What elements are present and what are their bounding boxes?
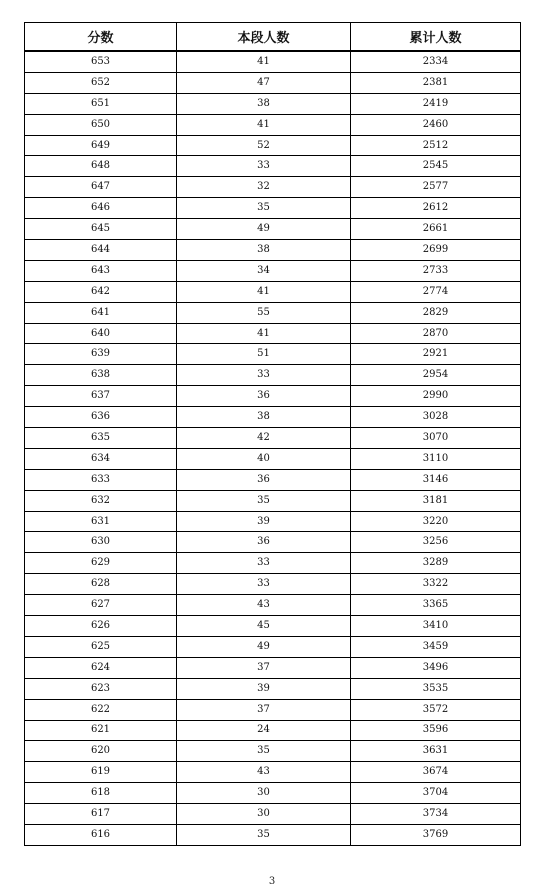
table-row [25,636,521,657]
cell-score: 619 [25,762,177,783]
cell-segment-count: 41 [177,51,351,72]
cell-score: 640 [25,323,177,344]
table-row [25,72,521,93]
cell-cumulative-count: 2512 [351,135,521,156]
cell-cumulative-count: 3631 [351,741,521,762]
cell-segment-count: 39 [177,511,351,532]
cell-score: 622 [25,699,177,720]
cell-score: 647 [25,177,177,198]
cell-score: 626 [25,616,177,637]
cell-score: 620 [25,741,177,762]
cell-cumulative-count: 3322 [351,574,521,595]
cell-score: 630 [25,532,177,553]
cell-cumulative-count: 2733 [351,260,521,281]
cell-cumulative-count: 3734 [351,804,521,825]
cell-score: 634 [25,448,177,469]
table-row [25,428,521,449]
cell-segment-count: 32 [177,177,351,198]
cell-segment-count: 39 [177,678,351,699]
table-header-row [25,23,521,52]
cell-cumulative-count: 2829 [351,302,521,323]
cell-cumulative-count: 3596 [351,720,521,741]
cell-segment-count: 30 [177,783,351,804]
cell-score: 645 [25,219,177,240]
cell-cumulative-count: 2699 [351,240,521,261]
cell-score: 628 [25,574,177,595]
table-row [25,51,521,72]
cell-score: 627 [25,595,177,616]
table-row [25,365,521,386]
table-row [25,469,521,490]
cell-cumulative-count: 2577 [351,177,521,198]
cell-score: 633 [25,469,177,490]
cell-segment-count: 36 [177,469,351,490]
cell-score: 632 [25,490,177,511]
cell-segment-count: 37 [177,657,351,678]
cell-cumulative-count: 2954 [351,365,521,386]
cell-segment-count: 30 [177,804,351,825]
table-row [25,344,521,365]
cell-segment-count: 33 [177,156,351,177]
cell-cumulative-count: 3572 [351,699,521,720]
cell-score: 643 [25,260,177,281]
cell-cumulative-count: 2612 [351,198,521,219]
table-row [25,595,521,616]
table-row [25,699,521,720]
cell-score: 623 [25,678,177,699]
table-row [25,281,521,302]
cell-cumulative-count: 2990 [351,386,521,407]
cell-score: 646 [25,198,177,219]
cell-cumulative-count: 3289 [351,553,521,574]
cell-segment-count: 33 [177,365,351,386]
cell-cumulative-count: 2419 [351,93,521,114]
table-row [25,177,521,198]
cell-cumulative-count: 2334 [351,51,521,72]
cell-segment-count: 34 [177,260,351,281]
table-row [25,386,521,407]
header-cumulative-count: 累计人数 [351,23,521,52]
cell-segment-count: 38 [177,240,351,261]
cell-score: 641 [25,302,177,323]
table-row [25,804,521,825]
table-row [25,302,521,323]
table-row [25,616,521,637]
cell-cumulative-count: 2381 [351,72,521,93]
table-header [25,23,521,52]
cell-segment-count: 35 [177,824,351,845]
cell-score: 625 [25,636,177,657]
cell-cumulative-count: 3181 [351,490,521,511]
cell-score: 651 [25,93,177,114]
cell-segment-count: 35 [177,198,351,219]
table-row [25,762,521,783]
cell-segment-count: 37 [177,699,351,720]
score-distribution-table [24,22,521,846]
cell-score: 616 [25,824,177,845]
cell-cumulative-count: 3496 [351,657,521,678]
cell-cumulative-count: 3674 [351,762,521,783]
cell-segment-count: 40 [177,448,351,469]
table-row [25,657,521,678]
cell-cumulative-count: 2545 [351,156,521,177]
table-body [25,51,521,845]
cell-segment-count: 36 [177,532,351,553]
cell-segment-count: 49 [177,219,351,240]
cell-segment-count: 49 [177,636,351,657]
cell-score: 639 [25,344,177,365]
table-row [25,156,521,177]
cell-segment-count: 35 [177,490,351,511]
cell-segment-count: 33 [177,553,351,574]
cell-cumulative-count: 3146 [351,469,521,490]
cell-segment-count: 24 [177,720,351,741]
cell-score: 650 [25,114,177,135]
cell-segment-count: 43 [177,595,351,616]
cell-cumulative-count: 2774 [351,281,521,302]
cell-score: 637 [25,386,177,407]
cell-score: 618 [25,783,177,804]
cell-segment-count: 36 [177,386,351,407]
cell-segment-count: 47 [177,72,351,93]
table-row [25,741,521,762]
table-row [25,114,521,135]
cell-cumulative-count: 2921 [351,344,521,365]
cell-cumulative-count: 3028 [351,407,521,428]
cell-segment-count: 41 [177,281,351,302]
cell-cumulative-count: 3110 [351,448,521,469]
table-row [25,323,521,344]
cell-score: 631 [25,511,177,532]
cell-score: 624 [25,657,177,678]
cell-cumulative-count: 3769 [351,824,521,845]
cell-score: 629 [25,553,177,574]
cell-cumulative-count: 3704 [351,783,521,804]
table-row [25,511,521,532]
table-row [25,720,521,741]
cell-cumulative-count: 2661 [351,219,521,240]
cell-cumulative-count: 3459 [351,636,521,657]
table-row [25,240,521,261]
table-row [25,574,521,595]
cell-score: 638 [25,365,177,386]
cell-cumulative-count: 3220 [351,511,521,532]
cell-cumulative-count: 3070 [351,428,521,449]
header-segment-count: 本段人数 [177,23,351,52]
cell-segment-count: 42 [177,428,351,449]
cell-score: 652 [25,72,177,93]
cell-segment-count: 38 [177,93,351,114]
cell-score: 621 [25,720,177,741]
header-score: 分数 [25,23,177,52]
table-row [25,824,521,845]
table-row [25,448,521,469]
table-row [25,783,521,804]
cell-segment-count: 52 [177,135,351,156]
table-row [25,93,521,114]
cell-segment-count: 55 [177,302,351,323]
table-row [25,260,521,281]
table-row [25,219,521,240]
table-row [25,490,521,511]
table-row [25,198,521,219]
cell-segment-count: 38 [177,407,351,428]
cell-cumulative-count: 2460 [351,114,521,135]
cell-segment-count: 41 [177,114,351,135]
cell-score: 644 [25,240,177,261]
table-row [25,135,521,156]
table-row [25,678,521,699]
table-row [25,532,521,553]
cell-score: 635 [25,428,177,449]
cell-cumulative-count: 2870 [351,323,521,344]
cell-segment-count: 43 [177,762,351,783]
table-row [25,407,521,428]
cell-segment-count: 35 [177,741,351,762]
cell-cumulative-count: 3410 [351,616,521,637]
cell-score: 649 [25,135,177,156]
cell-score: 653 [25,51,177,72]
cell-score: 642 [25,281,177,302]
cell-segment-count: 33 [177,574,351,595]
page-number: 3 [268,876,276,887]
table-row [25,553,521,574]
cell-score: 617 [25,804,177,825]
cell-score: 648 [25,156,177,177]
cell-score: 636 [25,407,177,428]
cell-segment-count: 41 [177,323,351,344]
cell-cumulative-count: 3535 [351,678,521,699]
cell-cumulative-count: 3365 [351,595,521,616]
cell-segment-count: 51 [177,344,351,365]
cell-segment-count: 45 [177,616,351,637]
cell-cumulative-count: 3256 [351,532,521,553]
